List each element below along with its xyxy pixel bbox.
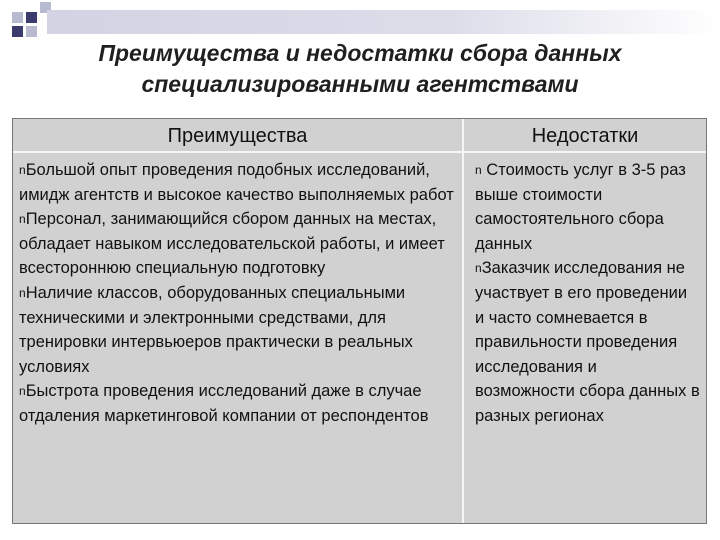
decor-square xyxy=(12,26,23,37)
comparison-table xyxy=(12,118,707,524)
column-divider xyxy=(462,119,464,523)
bullet-icon: n xyxy=(19,163,26,177)
slide-title-line-2: специализированными агентствами xyxy=(141,71,579,97)
slide-title xyxy=(20,38,700,100)
disadvantages-column xyxy=(475,158,700,429)
header-bar xyxy=(47,10,720,34)
decor-square xyxy=(26,26,37,37)
bullet-icon: n xyxy=(19,212,26,227)
decor-square xyxy=(26,12,37,23)
advantages-column xyxy=(19,158,457,429)
bullet-icon: n xyxy=(475,163,482,177)
bullet-icon: n xyxy=(475,261,482,276)
header-divider xyxy=(13,151,706,153)
header-advantages: Преимущества xyxy=(167,125,308,147)
decor-square xyxy=(12,12,23,23)
bullet-icon: n xyxy=(19,384,26,399)
slide-title-line-1: Преимущества и недостатки сбора данных xyxy=(98,40,622,66)
disadvantage-item: n Стоимость услуг в 3-5 раз выше стоимости самостоятельного сбора данных xyxy=(475,161,686,253)
advantage-item: nБыстрота проведения исследований даже в случае отдаления маркетинговой компании от респондентов xyxy=(19,382,429,425)
advantage-item: nБольшой опыт проведения подобных исследований, имидж агентств и высокое качество выполняемых работ xyxy=(19,161,454,204)
disadvantage-item: nЗаказчик исследования не участвует в его проведении и часто сомневается в правильности проведения исследования и возможности сбора данных в разных регионах xyxy=(475,259,700,425)
bullet-icon: n xyxy=(19,285,26,300)
advantage-item: nПерсонал, занимающийся сбором данных на местах, обладает навыком исследовательской работы, и имеет всестороннюю специальную подготовку xyxy=(19,210,445,278)
header-disadvantages: Недостатки xyxy=(531,125,639,147)
advantage-item: nНаличие классов, оборудованных специальными техническими и электронными средствами, для тренировки интервьюеров практически в реальных условиях xyxy=(19,283,413,376)
